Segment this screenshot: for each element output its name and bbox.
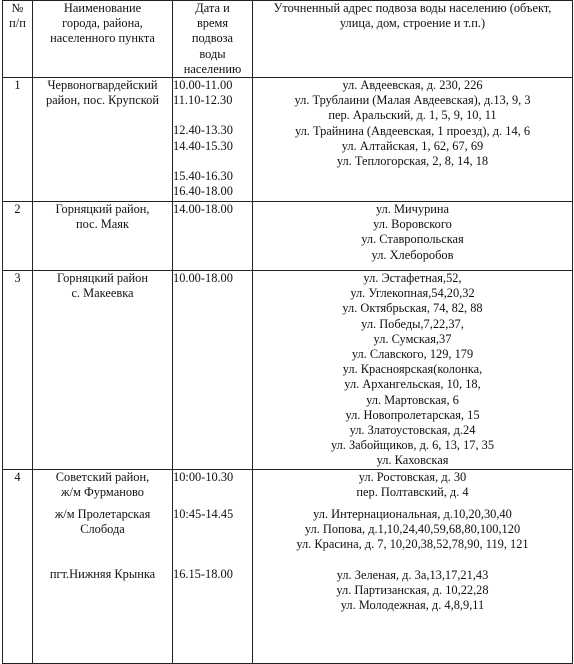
time-cell: 10:00-10.30 10:45-14.45 16.15-18.00 [173,469,253,663]
place-cell: Горняцкий район с. Макеевка [33,271,173,470]
time-cell: 14.00-18.00 [173,202,253,271]
row-number: 3 [3,271,33,470]
place-cell: Горняцкий район, пос. Маяк [33,202,173,271]
place-cell: Червоногвардейский район, пос. Крупской [33,78,173,202]
time-cell: 10.00-11.00 11.10-12.30 12.40-13.30 14.40-15.30 15.40-16.30 16.40-18.00 [173,78,253,202]
header-place: Наименование города, района, населенного пункта [33,1,173,78]
header-time: Дата и время подвоза воды населению [173,1,253,78]
header-row [3,1,573,78]
table-row [3,271,573,470]
address-cell: ул. Ростовская, д. 30 пер. Полтавский, д. 4 ул. Интернациональная, д.10,20,30,40 ул. Попова, д.1,10,24,40,59,68,80,100,120 ул. Красина, д. 7, 10,20,38,52,78,90, 119, 121 ул. Зеленая, д. 3а,13,17,21,43 ул. Партизанская, д. 10,22,28 ул. Молодежная, д. 4,8,9,11 [253,469,573,663]
table-row [3,78,573,202]
table-row [3,202,573,271]
row-number: 2 [3,202,33,271]
place-cell: Советский район, ж/м Фурманово ж/м Пролетарская Слобода пгт.Нижняя Крынка [33,469,173,663]
address-cell: ул. Авдеевская, д. 230, 226 ул. Трублаини (Малая Авдеевская), д.13, 9, 3 пер. Аральский, д. 1, 5, 9, 10, 11 ул. Трайнина (Авдеевская, 1 проезд), д. 14, 6 ул. Алтайская, 1, 62, 67, 69 ул. Теплогорская, 2, 8, 14, 18 [253,78,573,202]
row-number: 1 [3,78,33,202]
row-number: 4 [3,469,33,663]
header-num: № п/п [3,1,33,78]
water-delivery-table [2,0,573,664]
table-row [3,469,573,663]
time-cell: 10.00-18.00 [173,271,253,470]
address-cell: ул. Эстафетная,52, ул. Углекопная,54,20,32 ул. Октябрьская, 74, 82, 88 ул. Победы,7,22,37, ул. Сумская,37 ул. Славского, 129, 179 ул. Красноярская(колонка, ул. Архангельская, 10, 18, ул. Мартовская, 6 ул. Новопролетарская, 15 ул. Златоустовская, д.24 ул. Забойщиков, д. 6, 13, 17, 35 ул. Каховская [253,271,573,470]
header-address: Уточненный адрес подвоза воды населению (объект, улица, дом, строение и т.п.) [253,1,573,78]
address-cell: ул. Мичурина ул. Воровского ул. Ставропольская ул. Хлеборобов [253,202,573,271]
